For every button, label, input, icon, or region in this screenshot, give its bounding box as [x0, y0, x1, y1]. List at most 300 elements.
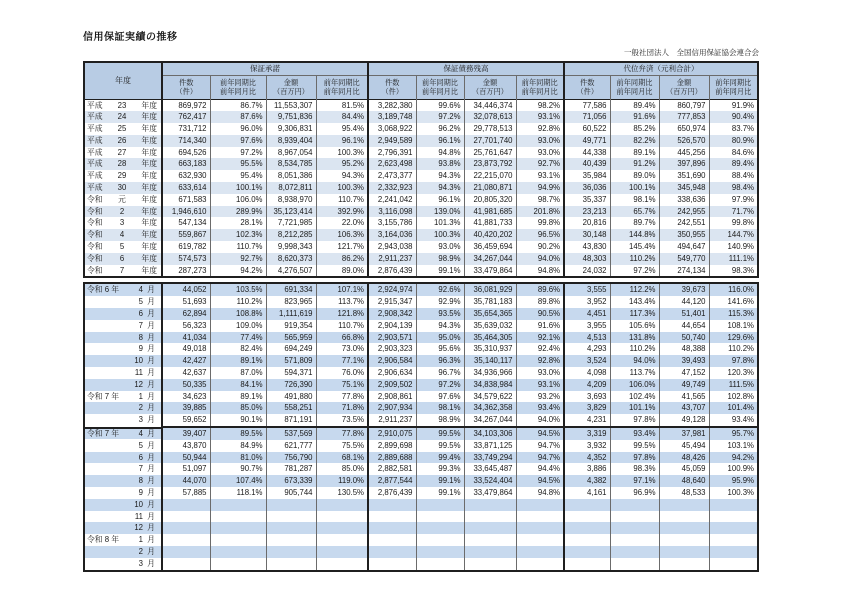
data-cell: 714,340	[162, 135, 210, 147]
data-cell: 92.8%	[516, 123, 564, 135]
data-cell	[464, 511, 516, 523]
data-cell: 28.1%	[210, 217, 266, 229]
data-cell: 95.7%	[709, 427, 758, 440]
data-cell	[610, 522, 659, 534]
row-period-label: 令和 4 年度	[85, 229, 161, 241]
data-cell: 68.1%	[316, 452, 368, 464]
data-cell: 99.5%	[416, 427, 464, 440]
data-cell	[210, 558, 266, 571]
data-cell: 8,072,811	[266, 182, 316, 194]
data-cell: 34,936,966	[464, 367, 516, 379]
table-row	[84, 427, 758, 440]
data-cell: 95.0%	[416, 332, 464, 344]
col-header-yoy: 前年同期比 前年同月比	[210, 75, 266, 99]
row-period-label: 令和 7 年 1 月	[87, 391, 155, 401]
data-cell: 92.4%	[516, 343, 564, 355]
data-cell: 35,654,365	[464, 308, 516, 320]
data-cell	[210, 499, 266, 511]
data-cell: 36,036	[564, 182, 610, 194]
data-cell: 98.3%	[709, 265, 758, 278]
data-cell: 2,903,571	[368, 332, 416, 344]
data-cell	[464, 522, 516, 534]
data-cell: 41,565	[659, 391, 709, 403]
data-cell: 93.0%	[416, 241, 464, 253]
data-cell: 140.9%	[709, 241, 758, 253]
data-cell: 108.8%	[210, 308, 266, 320]
data-cell: 3,952	[564, 296, 610, 308]
data-cell: 345,948	[659, 182, 709, 194]
data-cell	[368, 534, 416, 546]
col-header-yoy: 前年同期比 前年同月比	[416, 75, 464, 99]
data-cell: 8,212,285	[266, 229, 316, 241]
data-cell: 110.7%	[210, 241, 266, 253]
data-cell: 97.8%	[610, 414, 659, 427]
data-cell	[659, 499, 709, 511]
data-cell	[316, 499, 368, 511]
table-row	[84, 452, 758, 464]
data-cell: 90.4%	[709, 111, 758, 123]
data-cell: 89.1%	[210, 355, 266, 367]
table-header	[84, 62, 758, 99]
data-cell: 121.7%	[316, 241, 368, 253]
data-cell: 43,830	[564, 241, 610, 253]
data-cell: 91.6%	[610, 111, 659, 123]
data-cell: 94.7%	[516, 440, 564, 452]
data-cell: 110.2%	[709, 343, 758, 355]
data-cell: 34,103,306	[464, 427, 516, 440]
col-header-yoy: 前年同期比 前年同月比	[610, 75, 659, 99]
data-cell: 34,267,044	[464, 414, 516, 427]
data-cell: 89.1%	[610, 147, 659, 159]
data-cell: 71.8%	[316, 402, 368, 414]
data-cell: 85.0%	[316, 463, 368, 475]
data-cell: 95.9%	[709, 475, 758, 487]
data-cell: 20,816	[564, 217, 610, 229]
data-cell: 65.7%	[610, 206, 659, 218]
data-cell: 2,924,974	[368, 283, 416, 296]
data-cell: 94.8%	[516, 487, 564, 499]
data-cell: 96.1%	[416, 194, 464, 206]
data-cell: 23,213	[564, 206, 610, 218]
data-cell: 93.8%	[416, 158, 464, 170]
data-cell: 106.0%	[610, 379, 659, 391]
data-cell: 86.7%	[210, 99, 266, 111]
data-cell: 633,614	[162, 182, 210, 194]
data-cell: 93.4%	[610, 427, 659, 440]
data-cell: 94.7%	[516, 452, 564, 464]
table-row	[84, 194, 758, 206]
row-period-label: 12 月	[85, 522, 161, 534]
data-cell	[464, 499, 516, 511]
col-header-amount: 金額 （百万円）	[464, 75, 516, 99]
data-cell: 30,148	[564, 229, 610, 241]
data-cell: 91.2%	[610, 158, 659, 170]
row-period-label: 2 月	[85, 402, 161, 414]
table-row	[84, 414, 758, 427]
data-cell: 35,123,414	[266, 206, 316, 218]
data-cell: 37,981	[659, 427, 709, 440]
data-cell: 39,673	[659, 283, 709, 296]
data-cell: 9,751,836	[266, 111, 316, 123]
data-cell: 95.5%	[210, 158, 266, 170]
data-cell: 40,439	[564, 158, 610, 170]
data-cell	[709, 522, 758, 534]
row-period-label: 令和 8 年 1 月	[87, 535, 155, 545]
data-cell: 7,721,985	[266, 217, 316, 229]
data-cell: 4,276,507	[266, 265, 316, 278]
data-cell: 98.3%	[610, 463, 659, 475]
data-cell: 289.9%	[210, 206, 266, 218]
data-cell: 94.2%	[709, 452, 758, 464]
data-cell	[162, 511, 210, 523]
data-cell: 113.7%	[610, 367, 659, 379]
data-cell: 85.0%	[210, 402, 266, 414]
col-header-cases: 件数 （件）	[564, 75, 610, 99]
data-cell: 3,886	[564, 463, 610, 475]
data-cell: 118.1%	[210, 487, 266, 499]
data-cell: 109.0%	[210, 320, 266, 332]
table-row	[84, 229, 758, 241]
data-cell: 2,911,237	[368, 253, 416, 265]
data-cell	[368, 499, 416, 511]
data-cell: 89.5%	[210, 427, 266, 440]
data-cell: 93.0%	[516, 135, 564, 147]
data-cell: 89.0%	[610, 170, 659, 182]
data-cell: 350,955	[659, 229, 709, 241]
data-cell: 3,955	[564, 320, 610, 332]
data-cell: 2,473,377	[368, 170, 416, 182]
data-cell	[659, 522, 709, 534]
data-cell: 3,068,922	[368, 123, 416, 135]
data-cell: 90.5%	[516, 308, 564, 320]
data-cell: 4,382	[564, 475, 610, 487]
data-cell: 34,267,044	[464, 253, 516, 265]
data-cell	[416, 499, 464, 511]
data-cell	[316, 522, 368, 534]
data-cell: 97.2%	[416, 379, 464, 391]
data-cell: 2,903,323	[368, 343, 416, 355]
data-cell: 574,573	[162, 253, 210, 265]
data-cell: 494,647	[659, 241, 709, 253]
data-cell: 92.6%	[416, 283, 464, 296]
data-cell: 66.8%	[316, 332, 368, 344]
data-cell: 694,526	[162, 147, 210, 159]
data-cell: 756,790	[266, 452, 316, 464]
data-cell: 50,335	[162, 379, 210, 391]
data-cell: 89.4%	[610, 99, 659, 111]
col-header-yoy: 前年同期比 前年同月比	[516, 75, 564, 99]
data-cell: 82.2%	[610, 135, 659, 147]
data-cell: 2,889,688	[368, 452, 416, 464]
data-cell	[416, 522, 464, 534]
data-cell: 97.2%	[610, 265, 659, 278]
row-period-label: 令和 元 年度	[87, 194, 157, 204]
data-cell: 96.1%	[316, 135, 368, 147]
data-cell: 44,654	[659, 320, 709, 332]
data-cell: 22.0%	[316, 217, 368, 229]
row-period-label: 10 月	[85, 499, 161, 511]
data-cell: 673,339	[266, 475, 316, 487]
data-cell: 91.6%	[516, 320, 564, 332]
table-row	[84, 99, 758, 111]
table-row	[84, 511, 758, 523]
data-cell: 73.0%	[316, 343, 368, 355]
data-cell: 95.4%	[316, 123, 368, 135]
data-cell: 93.4%	[709, 414, 758, 427]
data-cell: 84.1%	[210, 379, 266, 391]
data-cell: 39,885	[162, 402, 210, 414]
row-period-label: 10 月	[85, 355, 161, 367]
data-cell	[416, 558, 464, 571]
table-row	[84, 332, 758, 344]
data-cell	[709, 558, 758, 571]
data-cell: 94.8%	[416, 147, 464, 159]
data-cell: 4,352	[564, 452, 610, 464]
data-cell: 2,908,861	[368, 391, 416, 403]
data-cell: 39,493	[659, 355, 709, 367]
row-period-label: 3 月	[138, 558, 155, 568]
data-cell: 93.4%	[516, 402, 564, 414]
data-cell: 98.9%	[416, 414, 464, 427]
data-cell: 905,744	[266, 487, 316, 499]
data-cell: 106.3%	[316, 229, 368, 241]
data-cell: 4,098	[564, 367, 610, 379]
data-cell	[266, 558, 316, 571]
data-cell	[464, 546, 516, 558]
data-cell	[564, 546, 610, 558]
data-cell: 110.7%	[316, 194, 368, 206]
data-cell: 99.4%	[416, 452, 464, 464]
data-cell: 860,797	[659, 99, 709, 111]
data-cell	[416, 534, 464, 546]
data-cell	[516, 546, 564, 558]
data-cell: 2,877,544	[368, 475, 416, 487]
data-cell: 287,273	[162, 265, 210, 278]
data-cell: 49,018	[162, 343, 210, 355]
data-cell: 2,908,342	[368, 308, 416, 320]
table-row	[84, 296, 758, 308]
data-cell: 98.9%	[416, 253, 464, 265]
table-row	[84, 265, 758, 278]
table-row	[84, 475, 758, 487]
data-cell: 90.7%	[210, 463, 266, 475]
data-cell: 141.6%	[709, 296, 758, 308]
data-cell: 32,078,613	[464, 111, 516, 123]
data-cell: 2,907,934	[368, 402, 416, 414]
data-cell	[564, 522, 610, 534]
data-cell: 87.6%	[210, 111, 266, 123]
data-cell: 99.5%	[416, 440, 464, 452]
data-cell: 48,303	[564, 253, 610, 265]
data-cell	[266, 534, 316, 546]
data-cell: 537,569	[266, 427, 316, 440]
data-cell: 11,553,307	[266, 99, 316, 111]
data-cell: 93.1%	[516, 379, 564, 391]
data-cell: 2,943,038	[368, 241, 416, 253]
data-cell	[659, 534, 709, 546]
data-cell: 2,909,502	[368, 379, 416, 391]
data-cell: 94.3%	[416, 320, 464, 332]
row-period-label: 8 月	[85, 475, 161, 487]
organization-name: 一般社団法人 全国信用保証協会連合会	[624, 48, 759, 57]
data-cell: 99.5%	[610, 440, 659, 452]
row-period-label: 令和 3 年度	[87, 218, 157, 228]
data-cell: 57,885	[162, 487, 210, 499]
year-column-header: 年度	[84, 62, 162, 99]
data-cell: 77.8%	[316, 391, 368, 403]
table-row	[84, 546, 758, 558]
data-cell: 97.2%	[210, 147, 266, 159]
data-cell: 96.9%	[610, 487, 659, 499]
row-period-label: 3 月	[138, 415, 155, 425]
row-period-label: 令和 7 年度	[87, 265, 157, 275]
data-cell: 94.3%	[316, 170, 368, 182]
data-cell: 35,781,183	[464, 296, 516, 308]
data-cell: 84.4%	[316, 111, 368, 123]
data-cell: 338,636	[659, 194, 709, 206]
data-cell: 35,639,032	[464, 320, 516, 332]
data-cell: 89.0%	[316, 265, 368, 278]
table-row	[84, 522, 758, 534]
data-cell: 101.3%	[416, 217, 464, 229]
data-cell: 44,070	[162, 475, 210, 487]
data-cell: 781,287	[266, 463, 316, 475]
data-cell: 97.8%	[610, 452, 659, 464]
data-cell: 106.0%	[210, 194, 266, 206]
data-cell: 9,306,831	[266, 123, 316, 135]
data-cell: 34,623	[162, 391, 210, 403]
row-period-label: 平成 30 年度	[85, 182, 161, 194]
data-cell: 50,944	[162, 452, 210, 464]
data-cell: 77.8%	[316, 427, 368, 440]
data-cell: 45,059	[659, 463, 709, 475]
data-cell	[316, 511, 368, 523]
data-cell: 89.6%	[516, 283, 564, 296]
data-cell: 102.8%	[709, 391, 758, 403]
data-cell: 93.5%	[416, 308, 464, 320]
row-period-label: 5 月	[138, 297, 155, 307]
data-cell	[368, 546, 416, 558]
data-cell: 1,111,619	[266, 308, 316, 320]
data-cell	[709, 546, 758, 558]
group-header-subrogation: 代位弁済（元利合計）	[564, 62, 758, 75]
data-cell: 565,959	[266, 332, 316, 344]
data-cell: 201.8%	[516, 206, 564, 218]
data-cell: 100.1%	[610, 182, 659, 194]
data-cell: 49,749	[659, 379, 709, 391]
table-row	[84, 217, 758, 229]
row-period-label: 令和 7 年 4 月	[85, 427, 161, 439]
data-cell: 112.2%	[610, 283, 659, 296]
data-cell	[266, 511, 316, 523]
data-cell: 50,740	[659, 332, 709, 344]
data-cell: 71.7%	[709, 206, 758, 218]
data-cell: 77.4%	[210, 332, 266, 344]
data-cell: 100.3%	[416, 229, 464, 241]
data-cell: 77.1%	[316, 355, 368, 367]
data-cell: 3,524	[564, 355, 610, 367]
data-cell	[368, 558, 416, 571]
data-cell	[610, 534, 659, 546]
data-cell: 8,051,386	[266, 170, 316, 182]
data-cell: 2,910,075	[368, 427, 416, 440]
data-cell: 129.6%	[709, 332, 758, 344]
data-cell: 94.5%	[516, 475, 564, 487]
data-cell: 107.1%	[316, 283, 368, 296]
data-cell: 103.1%	[709, 440, 758, 452]
row-period-label: 6 月	[85, 308, 161, 320]
row-period-label: 平成 24 年度	[85, 111, 161, 123]
data-cell: 96.3%	[416, 355, 464, 367]
data-cell: 3,164,036	[368, 229, 416, 241]
data-cell: 96.7%	[416, 367, 464, 379]
data-cell: 43,870	[162, 440, 210, 452]
data-cell: 97.2%	[416, 111, 464, 123]
data-cell: 34,579,622	[464, 391, 516, 403]
row-period-label: 7 月	[138, 320, 155, 330]
data-cell: 2,876,439	[368, 487, 416, 499]
table-row	[84, 355, 758, 367]
data-cell: 99.8%	[516, 217, 564, 229]
data-cell: 102.3%	[210, 229, 266, 241]
data-cell: 103.5%	[210, 283, 266, 296]
data-cell: 76.0%	[316, 367, 368, 379]
table-row	[84, 135, 758, 147]
monthly-rows	[84, 283, 758, 570]
data-cell: 88.4%	[709, 170, 758, 182]
data-cell	[210, 511, 266, 523]
data-cell: 24,032	[564, 265, 610, 278]
data-cell: 97.9%	[709, 194, 758, 206]
data-cell: 101.1%	[610, 402, 659, 414]
data-cell: 4,293	[564, 343, 610, 355]
page-title: 信用保証実績の推移	[83, 32, 178, 43]
data-cell: 35,984	[564, 170, 610, 182]
data-cell	[162, 534, 210, 546]
data-cell: 77,586	[564, 99, 610, 111]
data-cell	[162, 558, 210, 571]
data-cell: 33,645,487	[464, 463, 516, 475]
data-cell: 663,183	[162, 158, 210, 170]
data-cell: 35,337	[564, 194, 610, 206]
data-cell: 526,570	[659, 135, 709, 147]
data-cell: 56,323	[162, 320, 210, 332]
data-cell: 47,152	[659, 367, 709, 379]
table-row	[84, 440, 758, 452]
data-cell	[210, 534, 266, 546]
data-cell: 93.0%	[516, 367, 564, 379]
data-cell: 33,479,864	[464, 265, 516, 278]
data-cell: 92.1%	[516, 332, 564, 344]
data-cell: 34,838,984	[464, 379, 516, 391]
data-cell: 274,134	[659, 265, 709, 278]
data-cell: 869,972	[162, 99, 210, 111]
data-cell: 95.2%	[316, 158, 368, 170]
data-cell: 108.1%	[709, 320, 758, 332]
row-period-label: 令和 2 年度	[85, 206, 161, 218]
data-cell: 2,904,139	[368, 320, 416, 332]
data-cell: 2,899,698	[368, 440, 416, 452]
data-cell: 571,809	[266, 355, 316, 367]
data-cell: 100.3%	[316, 147, 368, 159]
data-cell: 671,583	[162, 194, 210, 206]
table-row	[84, 534, 758, 546]
data-cell: 8,967,054	[266, 147, 316, 159]
data-cell	[610, 499, 659, 511]
data-cell: 94.0%	[516, 253, 564, 265]
data-cell: 100.3%	[709, 487, 758, 499]
row-period-label: 6 月	[85, 452, 161, 464]
